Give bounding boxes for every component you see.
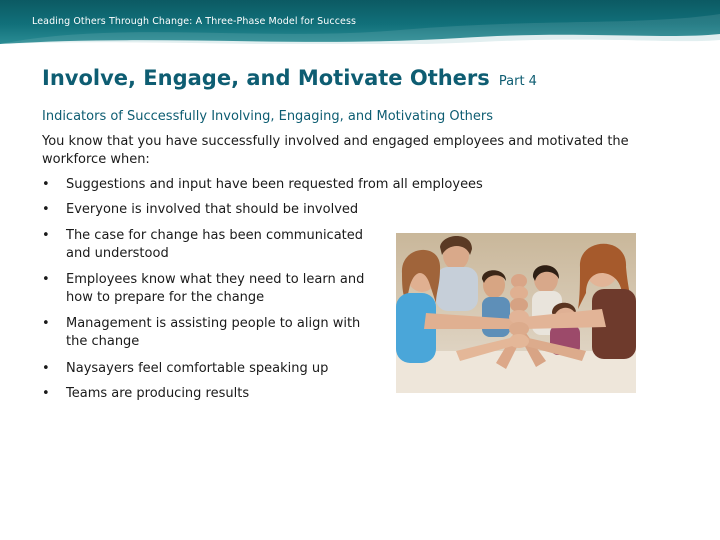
bullet-icon: • xyxy=(42,228,50,243)
intro-line: You know that you have successfully involved and engaged employees and motivated the xyxy=(42,134,629,149)
list-item-line: Suggestions and input have been requested from all employees xyxy=(66,177,483,192)
slide-title xyxy=(42,66,537,90)
list-item-line: Naysayers feel comfortable speaking up xyxy=(66,361,329,376)
bullet-icon: • xyxy=(42,272,50,287)
intro-paragraph xyxy=(42,133,642,169)
bullet-icon: • xyxy=(42,361,50,376)
list-item-line: Employees know what they need to learn and xyxy=(66,272,365,287)
team-photo-illustration xyxy=(396,233,636,393)
intro-line: workforce when: xyxy=(42,152,150,167)
list-item-line: The case for change has been communicated xyxy=(66,228,364,243)
slide-title-part: Part 4 xyxy=(498,74,537,89)
header-banner xyxy=(0,0,720,44)
team-hands-together-photo xyxy=(396,233,636,393)
list-item-line: Management is assisting people to align with xyxy=(66,316,361,331)
list-item-line: the change xyxy=(66,334,140,349)
slide-title-main: Involve, Engage, and Motivate Others xyxy=(42,66,490,90)
course-title: Leading Others Through Change: A Three-Phase Model for Success xyxy=(32,16,357,27)
bullet-icon: • xyxy=(42,202,50,217)
list-item-line: how to prepare for the change xyxy=(66,290,265,305)
bullet-icon: • xyxy=(42,177,50,192)
section-subheading: Indicators of Successfully Involving, Engaging, and Motivating Others xyxy=(42,109,494,124)
list-item-line: Everyone is involved that should be involved xyxy=(66,202,359,217)
list-item-line: Teams are producing results xyxy=(66,386,250,401)
bullet-icon: • xyxy=(42,316,50,331)
list-item-line: and understood xyxy=(66,246,169,261)
bullet-icon: • xyxy=(42,386,50,401)
